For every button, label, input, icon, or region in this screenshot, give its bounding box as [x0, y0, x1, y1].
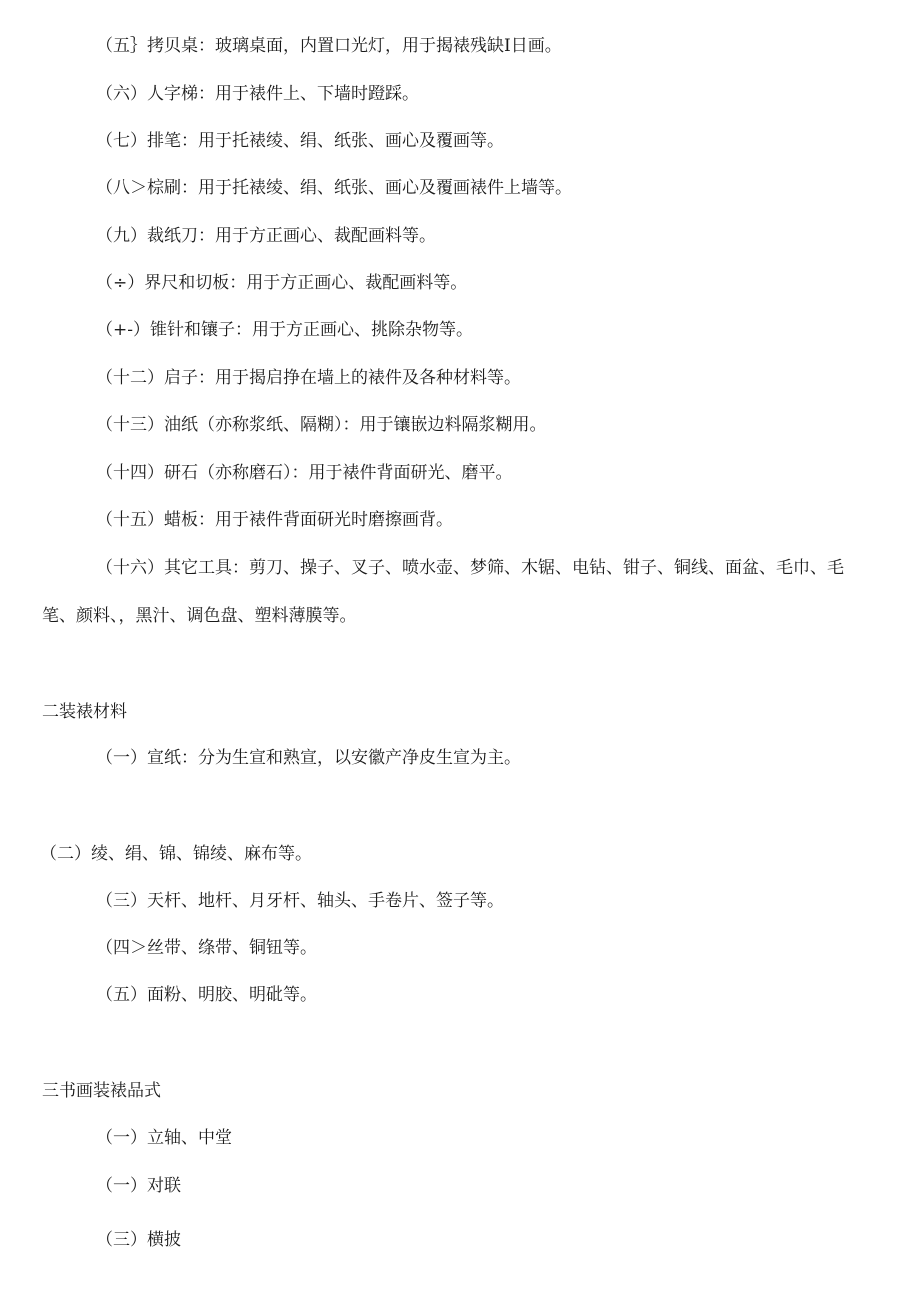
- material-item-5: （五）面粉、明胶、明砒等。: [96, 985, 317, 1005]
- tool-item-11: （+-）锥针和镶子：用于方正画心、挑除杂物等。: [96, 320, 473, 340]
- tool-item-8: （八＞棕刷：用于托裱绫、绢、纸张、画心及覆画裱件上墙等。: [96, 178, 572, 198]
- material-item-3: （三）天杆、地杆、月牙杆、轴头、手卷片、签子等。: [96, 891, 504, 911]
- tool-item-13: （十三）油纸（亦称浆纸、隔糊）：用于镶嵌边料隔浆糊用。: [96, 415, 547, 435]
- tool-item-15: （十五）蜡板：用于裱件背面研光时磨擦画背。: [96, 510, 453, 530]
- material-item-2: （二）绫、绢、锦、锦绫、麻布等。: [40, 844, 312, 864]
- style-item-1: （一）立轴、中堂: [96, 1128, 232, 1148]
- material-item-4: （四＞丝带、绦带、铜钮等。: [96, 938, 317, 958]
- tool-item-14: （十四）研石（亦称磨石）：用于裱件背面研光、磨平。: [96, 463, 513, 483]
- style-item-3: （三）横披: [96, 1230, 181, 1250]
- material-item-1: （一）宣纸：分为生宣和熟宣，以安徽产净皮生宣为主。: [96, 748, 521, 768]
- tool-item-12: （十二）启子：用于揭启挣在墙上的裱件及各种材料等。: [96, 368, 521, 388]
- tool-item-16: （十六）其它工具：剪刀、操子、叉子、喷水壶、梦筛、木锯、电钻、钳子、铜线、面盆、毛巾、毛笔、颜料、，黑汁、调色盘、塑料薄膜等。: [42, 558, 844, 626]
- tool-item-7: （七）排笔：用于托裱绫、绢、纸张、画心及覆画等。: [96, 131, 504, 151]
- tool-item-5: （五｝拷贝桌：玻璃桌面，内置口光灯，用于揭裱残缺Ⅰ日画。: [96, 36, 562, 56]
- tool-item-9: （九）裁纸刀：用于方正画心、裁配画料等。: [96, 226, 436, 246]
- section-heading-materials: 二装裱材料: [42, 702, 127, 722]
- tool-item-10: （÷）界尺和切板：用于方正画心、裁配画料等。: [96, 273, 468, 293]
- style-item-2: （一）对联: [96, 1176, 181, 1196]
- tool-item-6: （六）人字梯：用于裱件上、下墙时蹬踩。: [96, 84, 419, 104]
- section-heading-styles: 三书画装裱品式: [42, 1081, 161, 1101]
